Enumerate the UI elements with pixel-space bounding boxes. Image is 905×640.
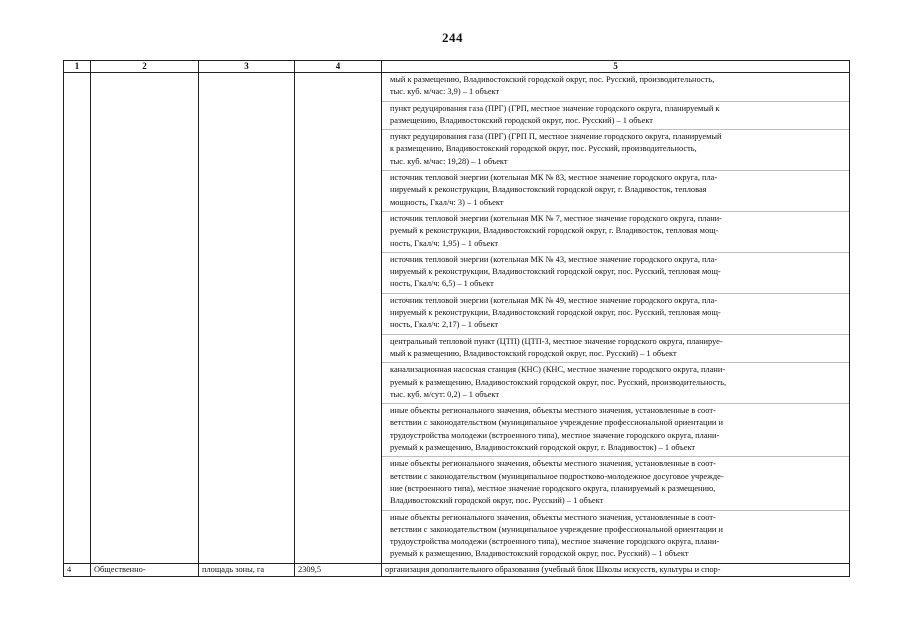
table-row — [64, 73, 850, 564]
column-header: 3 — [199, 61, 295, 73]
object-entry — [382, 73, 849, 102]
table-cell: 4 — [64, 563, 91, 576]
object-entry — [382, 404, 849, 457]
entry-line: мый к размещению, Владивостокский городской округ, пос. Русский, производительность, — [390, 75, 715, 84]
entry-line: к размещению, Владивостокский городской округ, пос. Русский, производительность, — [390, 144, 697, 154]
entry-line: ветствии с законодательством (муниципальное подростково-молодежное досуговое учрежде- — [390, 471, 724, 481]
entry-line: трудоустройства молодежи (встроенного типа), местное значение городского округа, плани- — [390, 537, 720, 547]
entry-line: тыс. куб. м/сут: 0,2) – 1 объект — [390, 389, 499, 399]
entry-line: пункт редуцирования газа (ПРГ) (ГРП П, местное значение городского округа, планируемый — [390, 132, 722, 142]
table-cell: площадь зоны, га — [199, 563, 295, 576]
object-entry — [382, 253, 849, 294]
object-entry — [382, 335, 849, 364]
object-entry — [382, 363, 849, 404]
entry-line: ность, Гкал/ч: 6,5) – 1 объект — [390, 279, 494, 289]
entry-line: ветствии с законодательством (муниципальное учреждение профессиональной ориентации и — [390, 418, 723, 428]
entry-line: иные объекты регионального значения, объекты местного значения, установленные в соот- — [390, 459, 716, 469]
table-cell — [295, 73, 382, 564]
column-header: 1 — [64, 61, 91, 73]
entry-line: канализационная насосная станция (КНС) (КНС, местное значение городского округа, плани- — [390, 365, 726, 375]
entry-line: руемый к размещению, Владивостокский городской округ, г. Владивосток) – 1 объект — [390, 443, 696, 453]
entry-line: руемый к реконструкции, Владивостокский городской округ, г. Владивосток, тепловая мощ- — [390, 226, 719, 236]
object-entry — [382, 511, 849, 563]
table-row — [64, 563, 850, 576]
table-header-row — [64, 61, 850, 73]
entry-line: иные объекты регионального значения, объекты местного значения, установленные в соот- — [390, 406, 716, 416]
table-cell — [64, 73, 91, 564]
zones-table — [63, 60, 850, 577]
entry-line: источник тепловой энергии (котельная МК № 49, местное значение городского округа, пла- — [390, 295, 718, 305]
entry-line: тыс. куб. м/час: 19,28) – 1 объект — [390, 156, 508, 166]
entry-line: ние (встроенного типа), местное значение городского округа, планируемый к размещению, — [390, 483, 716, 493]
object-entry — [382, 102, 849, 131]
object-entry — [382, 294, 849, 335]
entry-line: ветствии с законодательством (муниципальное учреждение профессиональной ориентации и — [390, 524, 723, 534]
entry-line: нируемый к реконструкции, Владивостокский городской округ, пос. Русский, тепловая мощ- — [390, 308, 721, 318]
entry-line: ность, Гкал/ч: 2,17) – 1 объект — [390, 320, 498, 330]
entry-line: тыс. куб. м/час: 3,9) – 1 объект — [390, 87, 500, 97]
entry-line: ность, Гкал/ч: 1,95) – 1 объект — [390, 238, 498, 248]
entry-line: нируемый к реконструкции, Владивостокский городской округ, г. Владивосток, тепловая — [390, 185, 707, 195]
entry-line: трудоустройства молодежи (встроенного типа), местное значение городского округа, плани- — [390, 430, 720, 440]
entry-line: источник тепловой энергии (котельная МК № 83, местное значение городского округа, пла- — [390, 173, 718, 183]
object-entry — [382, 457, 849, 510]
column-header: 5 — [382, 61, 850, 73]
object-entry — [382, 130, 849, 171]
object-entry — [382, 212, 849, 253]
table-cell — [91, 73, 199, 564]
entry-line: руемый к размещению, Владивостокский городской округ, пос. Русский) – 1 объект — [390, 549, 689, 559]
entry-line: мощность, Гкал/ч: 3) – 1 объект — [390, 197, 504, 207]
table-cell: Общественно- — [91, 563, 199, 576]
column-header: 2 — [91, 61, 199, 73]
object-entry — [382, 171, 849, 212]
entry-line: мый к размещению, Владивостокский городской округ, пос. Русский) – 1 объект — [390, 348, 677, 358]
entry-line: размещению, Владивостокский городской округ, пос. Русский) – 1 объект — [390, 115, 653, 125]
column-header: 4 — [295, 61, 382, 73]
page-number: 244 — [442, 30, 463, 45]
objects-cell — [382, 73, 850, 564]
entry-line: Владивостокский городской округ, пос. Русский) – 1 объект — [390, 496, 604, 506]
entry-line: пункт редуцирования газа (ПРГ) (ГРП, местное значение городского округа, планируемый к — [390, 103, 720, 113]
table-cell: организация дополнительного образования (учебный блок Школы искусств, культуры и спор- — [382, 563, 850, 576]
entry-line: нируемый к реконструкции, Владивостокский городской округ, пос. Русский, тепловая мощ- — [390, 267, 721, 277]
entry-line: источник тепловой энергии (котельная МК № 7, местное значение городского округа, плани- — [390, 213, 722, 223]
entry-line: руемый к размещению, Владивостокский городской округ, пос. Русский, производительность, — [390, 377, 727, 387]
entry-line: иные объекты регионального значения, объекты местного значения, установленные в соот- — [390, 512, 716, 522]
table-cell — [199, 73, 295, 564]
entry-line: источник тепловой энергии (котельная МК № 43, местное значение городского округа, пла- — [390, 254, 718, 264]
entry-line: центральный тепловой пункт (ЦТП) (ЦТП-3, местное значение городского округа, планируе- — [390, 336, 723, 346]
table-cell: 2309,5 — [295, 563, 382, 576]
